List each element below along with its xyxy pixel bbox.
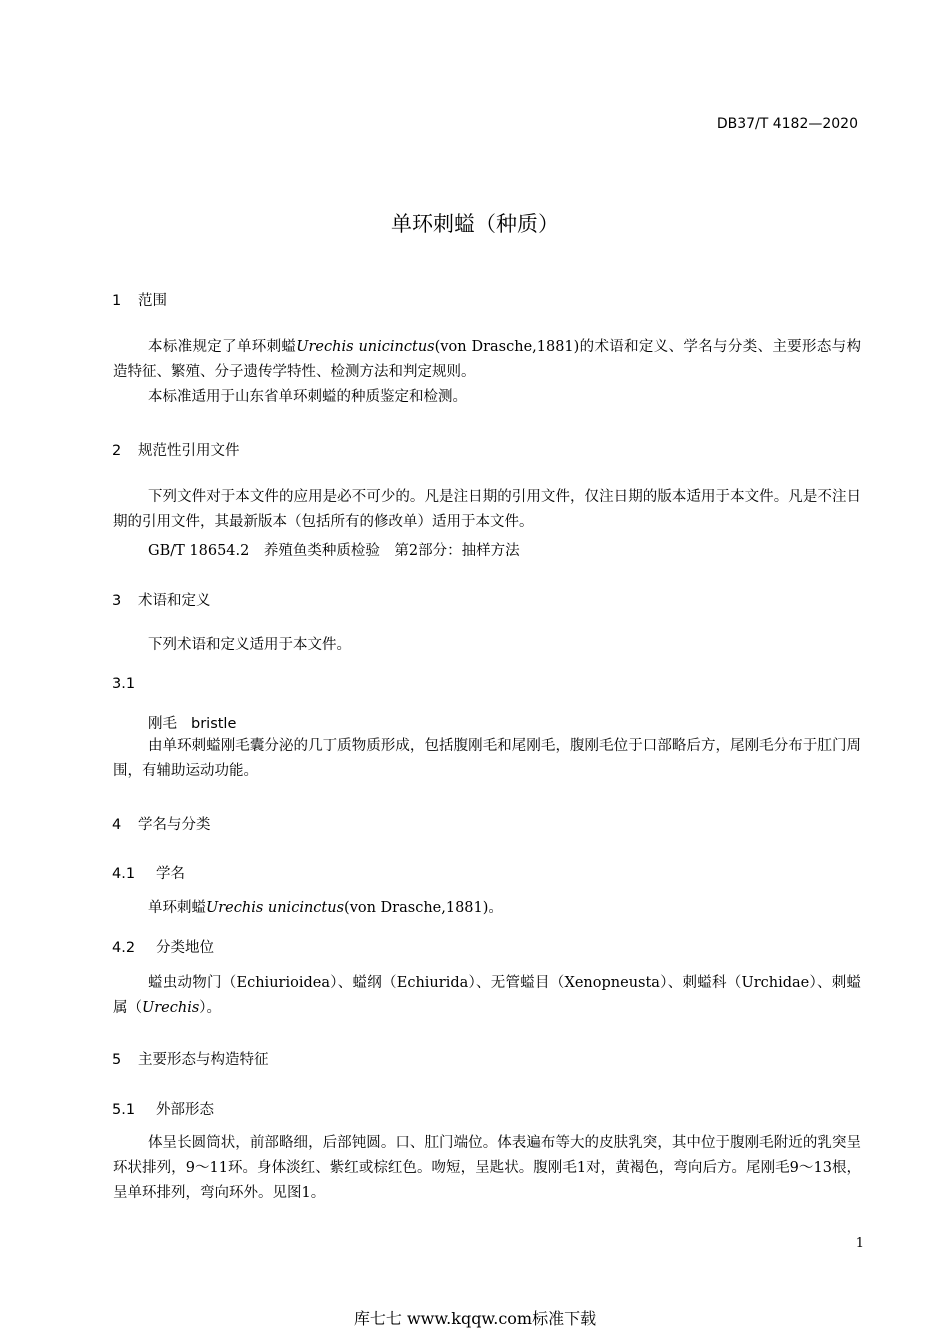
section-3-heading — [112, 589, 211, 610]
section-number: 5.1 — [112, 1102, 136, 1118]
section-number: 1 — [112, 293, 122, 309]
subsection-4-1-heading — [112, 862, 185, 883]
term-english: bristle — [191, 716, 237, 732]
external-morphology-paragraph: 体呈长圆筒状，前部略细，后部钝圆。口、肛门端位。体表遍布等大的皮肤乳突，其中位于腹刚毛附近的乳突呈环状排列，9～11环。身体淡红、紫红或棕红色。吻短，呈匙状。腹刚毛1对，黄褐色，弯向后方。尾刚毛9～13根，呈单环排列，弯向环外。见图1。 — [113, 1135, 861, 1201]
subsection-5-1-heading — [112, 1098, 214, 1119]
normative-reference: GB/T 18654.2 养殖鱼类种质检验 第2部分：抽样方法 — [148, 543, 520, 559]
scientific-name: Urechis unicinctus — [296, 339, 435, 355]
section-number: 5 — [112, 1052, 122, 1068]
section-5-heading — [112, 1048, 269, 1069]
section-title: 学名与分类 — [138, 817, 211, 833]
term-chinese: 刚毛 — [148, 716, 177, 732]
section-1-paragraph-1: 本标准规定了单环刺螠Urechis unicinctus(von Drasche,1881)的术语和定义、学名与分类、主要形态与构造特征、繁殖、分子遗传学特性、检测方法和判定规则。 — [113, 339, 861, 380]
section-title: 分类地位 — [156, 940, 214, 956]
section-3-paragraph-1: 下列术语和定义适用于本文件。 — [148, 637, 351, 653]
section-number: 4.1 — [112, 866, 136, 882]
subsection-4-2-heading — [112, 936, 214, 957]
section-1-paragraph-2: 本标准适用于山东省单环刺螠的种质鉴定和检测。 — [148, 389, 467, 405]
section-2-heading — [112, 439, 240, 460]
section-title: 规范性引用文件 — [138, 443, 240, 459]
term-entry — [148, 712, 236, 733]
standard-code: DB37/T 4182—2020 — [716, 116, 858, 132]
section-title: 外部形态 — [156, 1102, 214, 1118]
subsection-3-1-number: 3.1 — [112, 676, 136, 692]
section-number: 3 — [112, 593, 122, 609]
term-definition: 由单环刺螠刚毛囊分泌的几丁质物质形成，包括腹刚毛和尾刚毛，腹刚毛位于口部略后方，尾刚毛分布于肛门周围，有辅助运动功能。 — [113, 738, 861, 779]
taxonomy-paragraph: 螠虫动物门（Echiurioidea）、螠纲（Echiurida）、无管螠目（Xenopneusta）、刺螠科（Urchidae）、刺螠属（Urechis）。 — [113, 975, 861, 1016]
section-title: 主要形态与构造特征 — [138, 1052, 269, 1068]
footer-watermark: 库七七 www.kqqw.com标准下载 — [353, 1309, 597, 1328]
document-title: 单环刺螠（种质） — [391, 212, 559, 236]
section-number: 4.2 — [112, 940, 136, 956]
scientific-name-paragraph: 单环刺螠Urechis unicinctus(von Drasche,1881)。 — [148, 900, 503, 916]
section-1-heading — [112, 289, 167, 310]
section-number: 2 — [112, 443, 122, 459]
scientific-name: Urechis unicinctus — [206, 900, 345, 916]
section-2-paragraph-1: 下列文件对于本文件的应用是必不可少的。凡是注日期的引用文件，仅注日期的版本适用于本文件。凡是不注日期的引用文件，其最新版本（包括所有的修改单）适用于本文件。 — [113, 489, 861, 530]
genus-name: Urechis — [142, 1000, 200, 1016]
section-title: 学名 — [156, 866, 185, 882]
section-title: 范围 — [138, 293, 167, 309]
section-4-heading — [112, 813, 211, 834]
section-title: 术语和定义 — [138, 593, 211, 609]
section-number: 4 — [112, 817, 122, 833]
page-number: 1 — [855, 1236, 864, 1251]
